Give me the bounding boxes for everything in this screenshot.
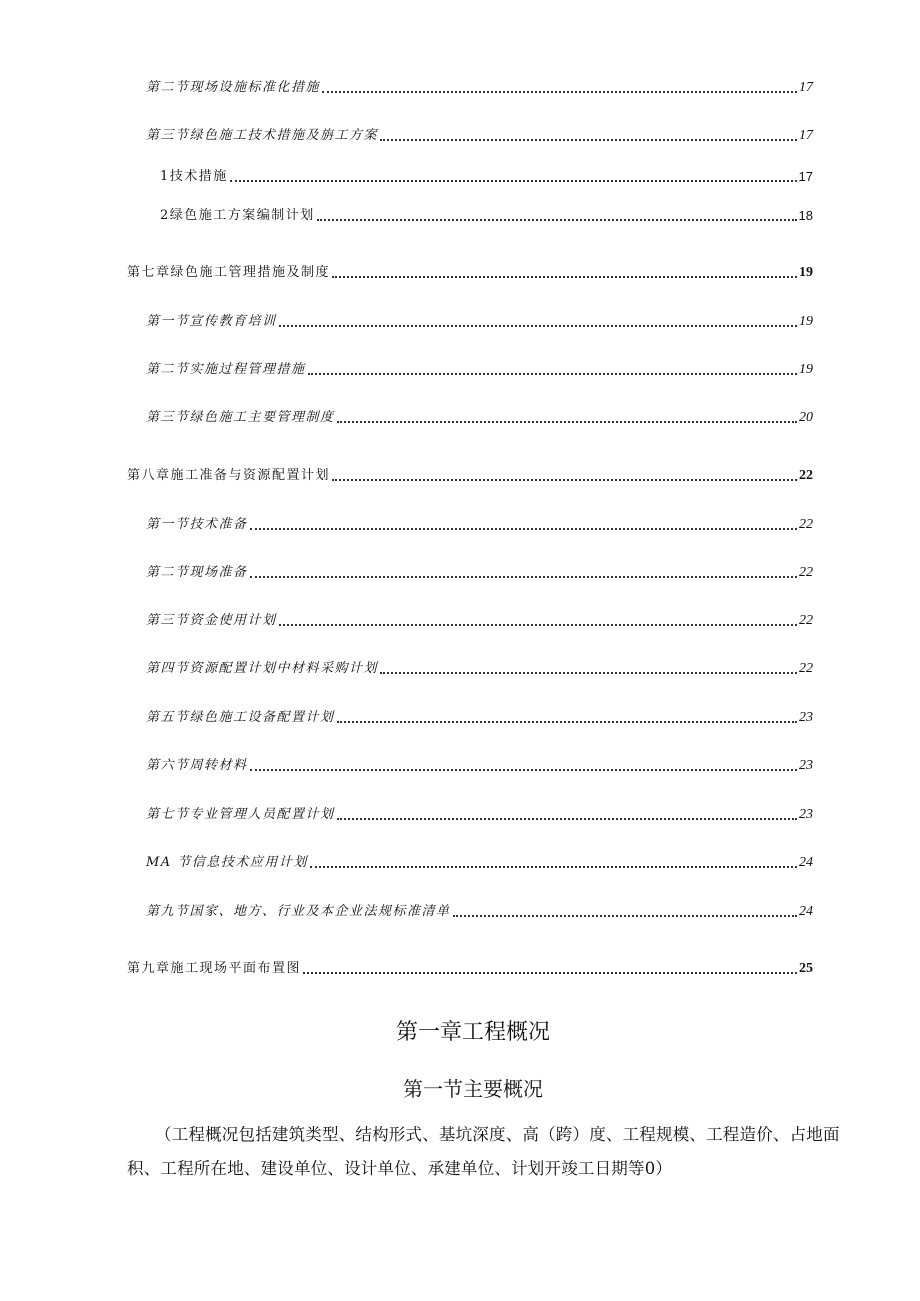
toc-entry[interactable] [160, 169, 813, 185]
toc-page-number: 22 [799, 661, 813, 676]
toc-entry-label: 第二节现场设施标准化措施 [146, 80, 321, 95]
toc-entry-label: 第七章绿色施工管理措施及制度 [127, 265, 331, 280]
toc-page-number: 22 [799, 468, 813, 483]
toc-entry-label: 第五节绿色施工设备配置计划 [146, 710, 335, 725]
toc-dot-leader [337, 721, 797, 723]
toc-entry[interactable] [146, 565, 813, 581]
toc-entry[interactable] [146, 362, 813, 378]
toc-dot-leader [279, 325, 797, 327]
toc-dot-leader [317, 219, 797, 221]
toc-dot-leader [310, 866, 797, 868]
toc-entry[interactable] [146, 613, 813, 629]
toc-entry-label: 第二节现场准备 [146, 565, 248, 580]
toc-entry-label: 第一节技术准备 [146, 517, 248, 532]
toc-entry-label: 2绿色施工方案编制计划 [160, 208, 315, 223]
toc-dot-leader [308, 373, 797, 375]
toc-page-number: 17 [799, 128, 813, 143]
toc-dot-leader [250, 576, 797, 578]
toc-entry[interactable] [146, 855, 813, 871]
toc-page-number: 19 [799, 265, 813, 280]
chapter-heading: 第一章工程概况 [395, 1020, 550, 1045]
toc-entry-label: 第三节绿色施工主要管理制度 [146, 410, 335, 425]
overview-paragraph: （工程概况包括建筑类型、结构形式、基坑深度、高（跨）度、工程规模、工程造价、占地面积、工程所在地、建设单位、设计单位、承建单位、计划开竣工日期等0） [127, 1125, 840, 1178]
toc-entry[interactable] [127, 468, 813, 484]
toc-dot-leader [380, 139, 797, 141]
toc-entry[interactable] [146, 807, 813, 823]
toc-dot-leader [303, 972, 797, 974]
toc-entry-label: 第三节绿色施工技术措施及旃工方案 [146, 128, 379, 143]
toc-entry[interactable] [146, 661, 813, 677]
section-heading: 第一节主要概况 [403, 1077, 543, 1101]
toc-entry-label: 第三节资金使用计划 [146, 613, 277, 628]
toc-entry[interactable] [146, 410, 813, 426]
toc-entry-label: 第四节资源配置计划中材料采购计划 [146, 661, 379, 676]
toc-dot-leader [250, 769, 797, 771]
toc-entry-label: 第九章施工现场平面布置图 [127, 961, 302, 976]
toc-entry[interactable] [127, 961, 813, 977]
toc-entry[interactable] [146, 904, 813, 920]
toc-page-number: 24 [799, 855, 813, 870]
toc-entry[interactable] [146, 710, 813, 726]
toc-dot-leader [332, 276, 797, 278]
toc-dot-leader [453, 915, 797, 917]
toc-dot-leader [250, 528, 797, 530]
toc-page-number: 23 [799, 807, 813, 822]
toc-entry-label: 第七节专业管理人员配置计划 [146, 807, 335, 822]
toc-entry[interactable] [146, 758, 813, 774]
toc-entry[interactable] [160, 208, 813, 224]
toc-page-number: 17 [798, 169, 813, 184]
toc-dot-leader [337, 421, 797, 423]
toc-entry-label: 第九节国家、地方、行业及本企业法规标准清单 [146, 904, 451, 919]
toc-dot-leader [279, 624, 797, 626]
toc-entry[interactable] [146, 314, 813, 330]
toc-page-number: 19 [799, 362, 813, 377]
toc-page-number: 22 [799, 517, 813, 532]
toc-entry[interactable] [146, 128, 813, 144]
toc-page-number: 18 [798, 208, 813, 223]
toc-page-number: 20 [799, 410, 813, 425]
toc-entry[interactable] [146, 80, 813, 96]
toc-page-number: 24 [799, 904, 813, 919]
toc-entry-label: 第一节宣传教育培训 [146, 314, 277, 329]
toc-page-number: 19 [799, 314, 813, 329]
toc-entry-label: 第八章施工准备与资源配置计划 [127, 468, 331, 483]
toc-entry-label: 第六节周转材料 [146, 758, 248, 773]
toc-entry[interactable] [127, 265, 813, 281]
toc-entry-label: 第二节实施过程管理措施 [146, 362, 306, 377]
toc-dot-leader [380, 672, 797, 674]
toc-dot-leader [230, 180, 797, 182]
toc-page-number: 22 [799, 613, 813, 628]
toc-page-number: 23 [799, 710, 813, 725]
toc-dot-leader [332, 479, 797, 481]
toc-dot-leader [337, 818, 797, 820]
toc-page-number: 17 [799, 80, 813, 95]
toc-page-number: 23 [799, 758, 813, 773]
toc-page-number: 22 [799, 565, 813, 580]
toc-entry[interactable] [146, 517, 813, 533]
toc-dot-leader [322, 91, 797, 93]
toc-page-number: 25 [799, 961, 813, 976]
toc-entry-label: MA 节信息技术应用计划 [146, 855, 308, 870]
toc-entry-label: 1技术措施 [160, 169, 228, 184]
